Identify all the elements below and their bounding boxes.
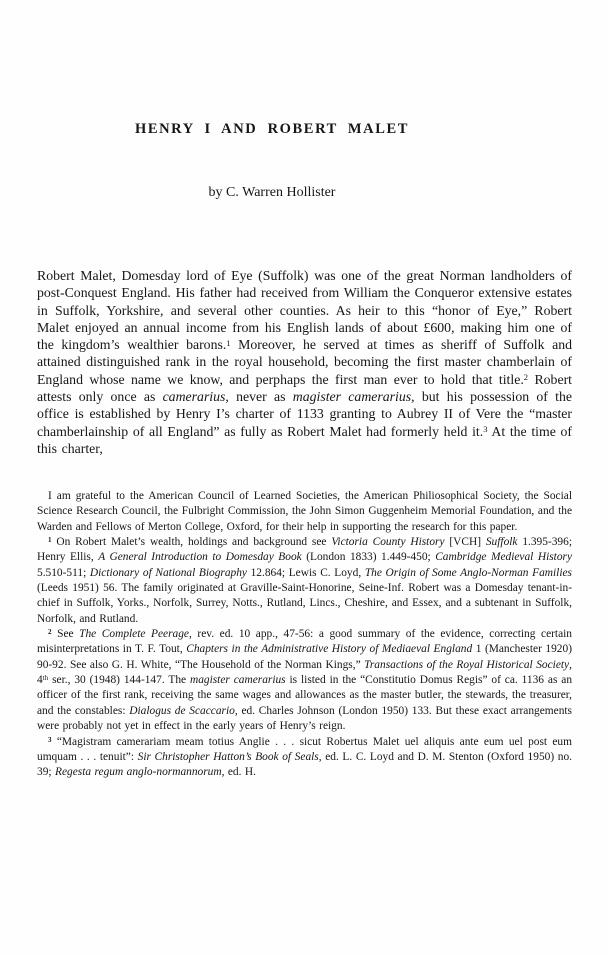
body-paragraph: Robert Malet, Domesday lord of Eye (Suffolk) was one of the great Norman landholders of post-Conquest England. His father had received from William the Conqueror extensive estates in Suffolk, Yorkshire, and several other counties. As heir to this “honor of Eye,” Robert Malet enjoyed an annual income from his English lands of about £600, making him one of the kingdom’s wealthier barons.$^1$ Moreover, he served at times as sheriff of Suffolk and attained distinguished rank in the royal household, becoming the first master chamberlain of England whose name we know, and perphaps the first man ever to hold that title.$^2$ Robert attests only once as camerarius, never as magister camerarius, but his possession of the office is established by Henry I’s charter of 1133 granting to Aubrey II of Vere the “master chamberlainship of all England” as fully as Robert Malet had formerly held it.$^3$ At the time of this charter, — [37, 268, 573, 456]
article-title: HENRY I AND ROBERT MALET — [134, 121, 410, 137]
article-byline: by C. Warren Hollister — [208, 185, 336, 200]
footnote-1: $^1$ On Robert Malet’s wealth, holdings and background see Victoria County History [VCH] Suffolk 1.395-396; Henry Ellis, A General Introduction to Domesday Book (London 1833) 1.449-450; Cambridge Medieval History 5.510-511; Dictionary of National Biography 12.864; Lewis C. Loyd, The Origin of Some Anglo-Norman Families (Leeds 1951) 56. The family originated at Graville-Saint-Honorine, Seine-Inf. Robert was a Domesday tenant-in-chief in Suffolk, Yorks., Norfolk, Surrey, Notts., Rutland, Lincs., Cheshire, and Essex, and a subtenant in Suffolk, Norfolk, and Rutland. — [37, 536, 573, 625]
footnote-2: $^2$ See The Complete Peerage, rev. ed. 10 app., 47-56: a good summary of the evidence, correcting certain misinterpretations in T. F. Tout, Chapters in the Administrative History of Mediaeval England 1 (Manchester 1920) 90-92. See also G. H. White, “The Household of the Norman Kings,” Transactions of the Royal Historical Society, 4th ser., 30 (1948) 144-147. The magister camerarius is listed in the “Constitutio Domus Regis” of ca. 1136 as an officer of the first rank, receiving the same wages and allowances as the master butler, the stewards, the treasurer, and the constables: Dialogus de Scaccario, ed. Charles Johnson (London 1950) 133. But these exact arrangements were probably not yet in effect in the early years of Henry’s reign. — [37, 628, 573, 733]
footnote-acknowledgment: I am grateful to the American Council of Learned Societies, the American Philiosophical Society, the Social Science Research Council, the Fulbright Commission, the John Simon Guggenheim Memorial Foundation, and the Warden and Fellows of Merton College, Oxford, for their help in supporting the research for this paper. — [37, 490, 572, 533]
footnote-section — [37, 489, 572, 781]
footnote-3: $^3$ “Magistram camerariam meam totius Anglie . . . sicut Robertus Malet uel aliquis ante eum uel post eum umquam . . . tenuit”: Sir Christopher Hatton’s Book of Seals, ed. L. C. Loyd and D. M. Stenton (Oxford 1950) no. 39; Regesta regum anglo-normannorum, ed. H. — [37, 735, 572, 779]
